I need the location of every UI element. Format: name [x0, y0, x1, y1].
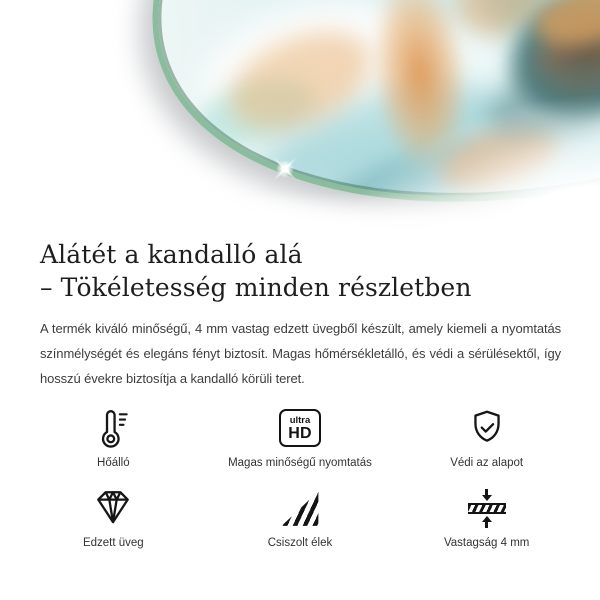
- feature-tempered-glass: [20, 485, 207, 550]
- feature-label: Magas minőségű nyomtatás: [228, 457, 372, 469]
- hatched-glass-bar: [468, 503, 506, 514]
- thickness-icon: [468, 489, 506, 528]
- feature-label: Edzett üveg: [82, 537, 144, 549]
- features-grid: [20, 405, 580, 550]
- feature-label: Vastagság 4 mm: [443, 537, 530, 549]
- feature-heat-resistant: [20, 405, 207, 470]
- arrow-down-icon: [482, 489, 492, 501]
- shield-check-icon: [466, 407, 508, 449]
- thermometer-icon: [92, 407, 134, 449]
- page-title-line2: – Tökéletesség minden részletben: [40, 273, 472, 302]
- feature-print-quality: [207, 405, 394, 470]
- feature-protects-base: [393, 405, 580, 470]
- page-title-line1: Alátét a kandalló alá: [40, 240, 303, 269]
- ultra-hd-icon-text-top: ultra: [289, 414, 311, 426]
- polished-edges-icon: [280, 489, 320, 527]
- arrow-up-icon: [482, 516, 492, 528]
- page-title: [40, 238, 560, 304]
- ultra-hd-icon: [279, 409, 321, 447]
- feature-label: Csiszolt élek: [267, 537, 333, 549]
- feature-polished-edges: [207, 485, 394, 550]
- product-description: A termék kiváló minőségű, 4 mm vastag edzett üvegből készült, amely kiemeli a nyomtatás színmélységét és elegáns fényt biztosít. Magas hőmérsékletálló, és védi a sérülésektől, így hosszú évekre biztosítja a kandalló körüli teret.: [40, 321, 561, 386]
- feature-label: Védi az alapot: [450, 457, 524, 469]
- diamond-icon: [92, 487, 134, 529]
- feature-label: Hőálló: [97, 457, 130, 469]
- ultra-hd-icon-text-main: HD: [288, 424, 312, 442]
- feature-thickness: [393, 485, 580, 550]
- product-hero: [0, 0, 600, 230]
- glass-panel-image: [89, 0, 600, 230]
